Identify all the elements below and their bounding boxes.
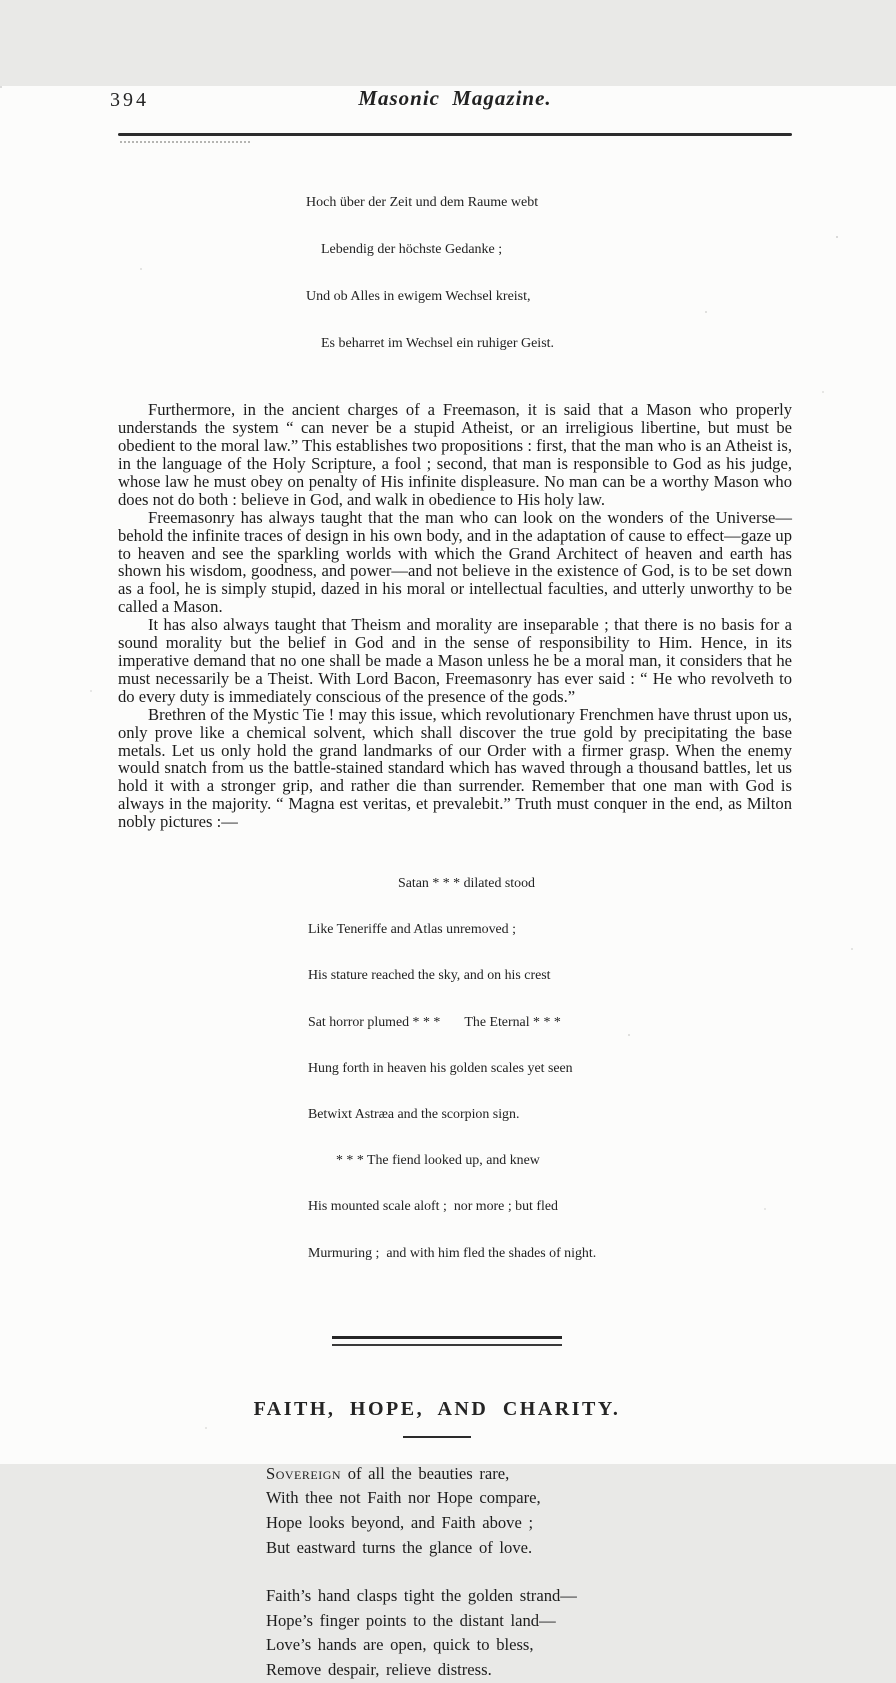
milton-quotation — [308, 845, 792, 1292]
magazine-title: Masonic Magazine. — [358, 86, 552, 110]
verse-line: Faith’s hand clasps tight the golden strand— — [266, 1586, 577, 1606]
scan-noise-specks — [0, 86, 2, 88]
header-rule — [118, 133, 792, 136]
verse-line: But eastward turns the glance of love. — [266, 1537, 533, 1557]
verse-line: Like Teneriffe and Atlas unremoved ; — [308, 922, 516, 938]
verse-line: Love’s hands are open, quick to bless, — [266, 1635, 534, 1655]
article-title: FAITH, HOPE, AND CHARITY. — [253, 1397, 621, 1420]
verse-line: Es beharret im Wechsel ein ruhiger Geist. — [321, 335, 555, 351]
verse-line: Hung forth in heaven his golden scales yet seen — [308, 1060, 573, 1076]
verse-line: Und ob Alles in ewigem Wechsel kreist, — [306, 288, 531, 304]
poem-stanza — [266, 1584, 792, 1682]
verse-line: His stature reached the sky, and on his crest — [308, 968, 551, 984]
paragraph: It has also always taught that Theism and morality are inseparable ; that there is no basis for a sound morality but the belief in God and in the sense of responsibility to Him. Hence, in its imperative demand that no one shall be made a Mason unless he be a moral man, it considers that he must necessarily be a Theist. With Lord Bacon, Freemasonry has ever said : “ He who revolveth to do every duty is immediately conscious of the presence of the gods.” — [118, 615, 792, 706]
poem-stanza — [266, 1462, 792, 1560]
poem-faith-hope-charity — [266, 1462, 792, 1683]
verse-line: Satan * * * dilated stood — [398, 875, 535, 891]
page-header — [110, 86, 792, 116]
verse-line: Hope looks beyond, and Faith above ; — [266, 1513, 534, 1533]
german-epigraph — [306, 164, 792, 382]
page-number: 394 — [110, 89, 149, 111]
verse-line-rest: of all the beauties rare, — [341, 1463, 510, 1483]
verse-line: * * * The fiend looked up, and knew — [336, 1153, 540, 1169]
verse-line — [266, 1462, 792, 1487]
title-underline-rule — [403, 1436, 471, 1438]
verse-line: Sat horror plumed * * * The Eternal * * * — [308, 1014, 561, 1030]
paragraph: Brethren of the Mystic Tie ! may this issue, which revolutionary Frenchmen have thrust upon us, only prove like a chemical solvent, which shall discover the true gold by precipitating the base metals. Let us only hold the grand landmarks of our Order with a firmer grasp. When the enemy would snatch from us the battle-stained standard which has waved through a thousand battles, let us hold it with a stronger grip, and rather die than surrender. Remember that one man with God is always in the majority. “ Magna est veritas, et prevalebit.” Truth must conquer in the end, as Milton nobly pictures :— — [118, 704, 792, 832]
section-divider-rule — [332, 1336, 562, 1346]
page-content — [0, 86, 896, 1683]
verse-line: Betwixt Astræa and the scorpion sign. — [308, 1106, 520, 1122]
paragraph: Freemasonry has always taught that the man who can look on the wonders of the Universe—behold the infinite traces of design in his own body, and in the adaptation of cause to effect—gaze up to heaven and see the sparkling worlds with which the Grand Architect of heaven and earth has shown his wisdom, goodness, and power—and not believe in the existence of God, is to be set down as a fool, he is simply stupid, dazed in his moral or intellectual faculties, and utterly unworthy to be called a Mason. — [118, 507, 792, 617]
verse-line: With thee not Faith nor Hope compare, — [266, 1488, 541, 1508]
magazine-page — [0, 86, 896, 1679]
verse-line: His mounted scale aloft ; nor more ; but fled — [308, 1199, 558, 1215]
verse-line: Lebendig der höchste Gedanke ; — [321, 241, 503, 257]
article-body — [118, 401, 792, 831]
verse-line: Murmuring ; and with him fled the shades of night. — [308, 1245, 597, 1261]
smallcaps-lead-word: Sovereign — [266, 1463, 342, 1483]
verse-line: Remove despair, relieve distress. — [266, 1660, 492, 1679]
paragraph: Furthermore, in the ancient charges of a Freemason, it is said that a Mason who properly understands the system “ can never be a stupid Atheist, or an irreligious libertine, but must be obedient to the moral law.” This establishes two propositions : first, that the man who is an Atheist is, in the language of the Holy Scripture, a fool ; second, that man is responsible to God as his judge, whose law he must obey on penalty of His infinite displeasure. No man can be a worthy Mason who does not do both : believe in God, and walk in obedience to His holy law. — [118, 400, 792, 509]
verse-line: Hope’s finger points to the distant land— — [266, 1610, 556, 1630]
verse-line: Hoch über der Zeit und dem Raume webt — [306, 195, 539, 211]
